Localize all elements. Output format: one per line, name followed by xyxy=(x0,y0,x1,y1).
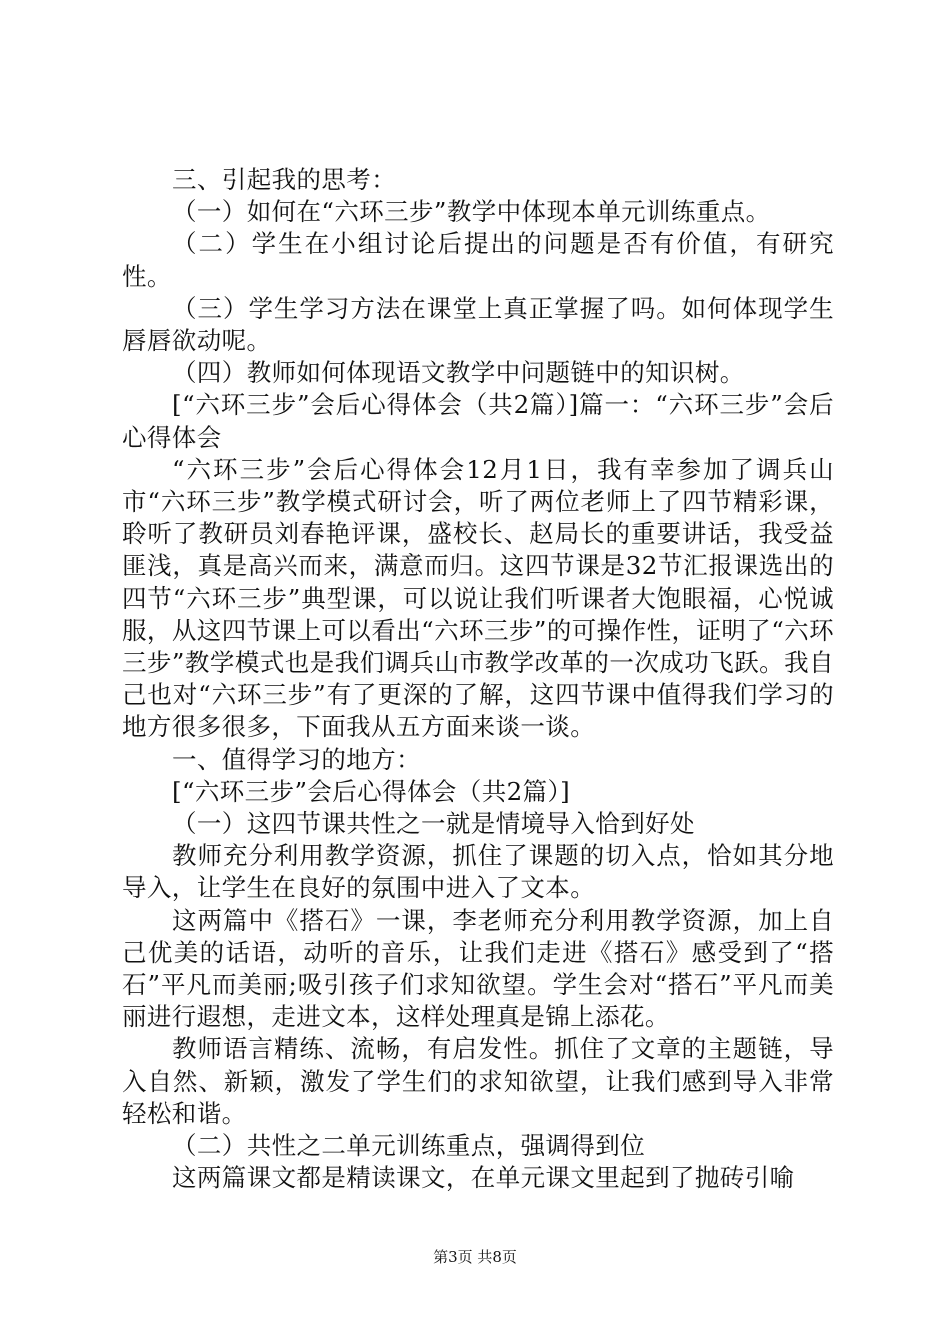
paragraph-teacher-language: 教师语言精练、流畅，有启发性。抓住了文章的主题链，导入自然、新颖，激发了学生们的求知欲望，让我们感到导入非常轻松和谐。 xyxy=(122,1034,834,1128)
paragraph-question-4: （四）教师如何体现语文教学中问题链中的知识树。 xyxy=(172,358,745,388)
paragraph-question-3: （三）学生学习方法在课堂上真正掌握了吗。如何体现学生唇唇欲动呢。 xyxy=(122,293,834,356)
paragraph-article-title: [“六环三步”会后心得体会（共2篇）]篇一：“六环三步”会后心得体会 xyxy=(122,390,834,452)
paragraph-learning-heading: 一、值得学习的地方： xyxy=(172,744,421,774)
paragraph-question-1: （一）如何在“六环三步”教学中体现本单元训练重点。 xyxy=(172,197,771,227)
paragraph-thinking-heading: 三、引起我的思考： xyxy=(172,165,397,194)
paragraph-point-2-body: 这两篇课文都是精读课文，在单元课文里起到了抛砖引喻 xyxy=(172,1163,795,1193)
document-body xyxy=(122,164,834,1195)
paragraph-article-bracket-title: [“六环三步”会后心得体会（共2篇）] xyxy=(172,776,571,806)
paragraph-point-1-body: 教师充分利用教学资源，抓住了课题的切入点，恰如其分地导入，让学生在良好的氛围中进入了文本。 xyxy=(122,841,834,903)
paragraph-dashi-lesson: 这两篇中《搭石》一课，李老师充分利用教学资源，加上自己优美的话语，动听的音乐，让我们走进《搭石》感受到了“搭石”平凡而美丽;吸引孩子们求知欲望。学生会对“搭石”平凡而美丽进行遐想，走进文本，这样处理真是锦上添花。 xyxy=(122,905,834,1032)
page-number-footer: 第3页 共8页 xyxy=(433,1248,517,1266)
paragraph-question-2: （二）学生在小组讨论后提出的问题是否有价值，有研究性。 xyxy=(122,229,834,291)
paragraph-point-1-heading: （一）这四节课共性之一就是情境导入恰到好处 xyxy=(172,809,695,839)
paragraph-point-2-heading: （二）共性之二单元训练重点，强调得到位 xyxy=(172,1131,646,1161)
paragraph-intro: “六环三步”会后心得体会12月1日，我有幸参加了调兵山市“六环三步”教学模式研讨会，听了两位老师上了四节精彩课，聆听了教研员刘春艳评课，盛校长、赵局长的重要讲话，我受益匪浅，真是高兴而来，满意而归。这四节课是32节汇报课选出的四节“六环三步”典型课，可以说让我们听课者大饱眼福，心悦诚服，从这四节课上可以看出“六环三步”的可操作性，证明了“六环三步”教学模式也是我们调兵山市教学改革的一次成功飞跃。我自己也对“六环三步”有了更深的了解，这四节课中值得我们学习的地方很多很多，下面我从五方面来谈一谈。 xyxy=(122,454,834,742)
